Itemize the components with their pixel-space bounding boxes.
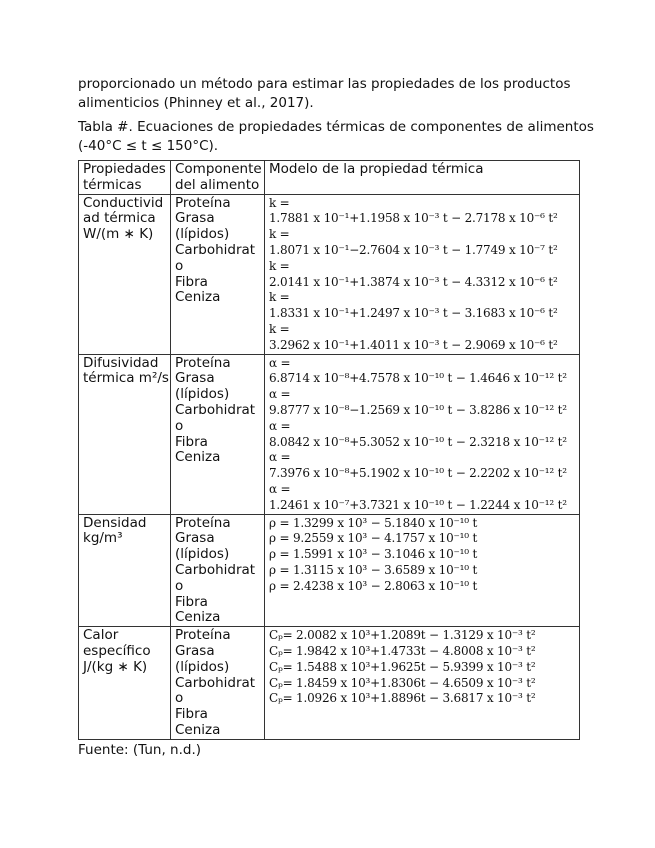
component-cell (171, 354, 265, 514)
header-component (171, 161, 265, 195)
component-line: Proteína (175, 514, 231, 531)
component-line: Fibra (175, 593, 208, 610)
intro-paragraph (78, 75, 578, 113)
property-line: Difusividad (83, 354, 159, 371)
component-line: Proteína (175, 627, 231, 644)
equation-line: 3.2962 x 10⁻¹+1.4011 x 10⁻³ t − 2.9069 x 10⁻⁶ t² (269, 337, 558, 352)
table-row (79, 627, 580, 740)
equation-line: α = (269, 450, 291, 465)
header-line: térmicas (83, 176, 142, 193)
component-line: Carbohidrat (175, 674, 256, 691)
header-property (79, 161, 171, 195)
source-note: Fuente: (Tun, n.d.) (78, 742, 202, 758)
component-line: Ceniza (175, 289, 221, 306)
equation-line: α = (269, 355, 291, 370)
component-line: Grasa (175, 642, 215, 659)
equation-line: k = (269, 290, 290, 305)
intro-line: alimenticios (Phinney et al., 2017). (78, 95, 314, 111)
equation-line: 1.2461 x 10⁻⁷+3.7321 x 10⁻¹⁰ t − 1.2244 x 10⁻¹² t² (269, 497, 567, 512)
equation-line: k = (269, 321, 290, 336)
header-line: Propiedades (83, 161, 166, 177)
component-line: o (175, 417, 184, 434)
equation-line: 1.8331 x 10⁻¹+1.2497 x 10⁻³ t − 3.1683 x 10⁻⁶ t² (269, 306, 558, 321)
equation-line: k = (269, 258, 290, 273)
model-cell (265, 514, 580, 627)
intro-line: proporcionado un método para estimar las propiedades de los productos (78, 76, 571, 92)
equation-line: Cₚ= 2.0082 x 10³+1.2089t − 1.3129 x 10⁻³ t² (269, 628, 536, 643)
property-line: específico (83, 642, 151, 659)
component-line: Grasa (175, 210, 215, 227)
component-cell (171, 627, 265, 740)
component-line: Carbohidrat (175, 561, 256, 578)
caption-line: (-40°C ≤ t ≤ 150°C). (78, 138, 219, 154)
equation-line: ρ = 1.3299 x 10³ − 5.1840 x 10⁻¹⁰ t (269, 515, 478, 530)
component-line: (lípidos) (175, 546, 230, 563)
table-header-row (79, 161, 580, 195)
equation-line: α = (269, 387, 291, 402)
table-caption (78, 118, 594, 156)
equation-line: ρ = 9.2559 x 10³ − 4.1757 x 10⁻¹⁰ t (269, 531, 478, 546)
property-line: J/(kg ∗ K) (83, 658, 148, 675)
header-line: Modelo de la propiedad térmica (269, 161, 484, 177)
equation-line: 1.7881 x 10⁻¹+1.1958 x 10⁻³ t − 2.7178 x 10⁻⁶ t² (269, 211, 558, 226)
component-line: Ceniza (175, 449, 221, 466)
property-cell (79, 194, 171, 354)
equation-line: 1.8071 x 10⁻¹−2.7604 x 10⁻³ t − 1.7749 x 10⁻⁷ t² (269, 242, 558, 257)
property-line: W/(m ∗ K) (83, 226, 154, 243)
equation-line: k = (269, 227, 290, 242)
component-line: Carbohidrat (175, 401, 256, 418)
table-row (79, 514, 580, 627)
equation-line: 7.3976 x 10⁻⁸+5.1902 x 10⁻¹⁰ t − 2.2202 x 10⁻¹² t² (269, 466, 567, 481)
component-line: Fibra (175, 273, 208, 290)
component-line: Fibra (175, 433, 208, 450)
equation-line: ρ = 2.4238 x 10³ − 2.8063 x 10⁻¹⁰ t (269, 578, 478, 593)
equation-line: 2.0141 x 10⁻¹+1.3874 x 10⁻³ t − 4.3312 x 10⁻⁶ t² (269, 274, 558, 289)
component-line: Grasa (175, 530, 215, 547)
property-line: kg/m³ (83, 530, 123, 547)
equation-line: 6.8714 x 10⁻⁸+4.7578 x 10⁻¹⁰ t − 1.4646 x 10⁻¹² t² (269, 371, 567, 386)
model-cell (265, 194, 580, 354)
equation-line: 8.0842 x 10⁻⁸+5.3052 x 10⁻¹⁰ t − 2.3218 x 10⁻¹² t² (269, 434, 567, 449)
equation-line: 9.8777 x 10⁻⁸−1.2569 x 10⁻¹⁰ t − 3.8286 x 10⁻¹² t² (269, 402, 567, 417)
component-cell (171, 194, 265, 354)
component-line: Proteína (175, 354, 231, 371)
component-cell (171, 514, 265, 627)
model-cell (265, 627, 580, 740)
property-line: Calor (83, 627, 119, 644)
equation-line: k = (269, 195, 290, 210)
equation-line: α = (269, 418, 291, 433)
component-line: Fibra (175, 706, 208, 723)
equation-line: Cₚ= 1.8459 x 10³+1.8306t − 4.6509 x 10⁻³ t² (269, 675, 536, 690)
thermal-properties-table (78, 160, 580, 740)
component-line: Ceniza (175, 609, 221, 626)
component-line: Proteína (175, 194, 231, 211)
component-line: o (175, 257, 184, 274)
property-line: ad térmica (83, 210, 156, 227)
equation-line: Cₚ= 1.9842 x 10³+1.4733t − 4.8008 x 10⁻³ t² (269, 643, 536, 658)
equation-line: ρ = 1.3115 x 10³ − 3.6589 x 10⁻¹⁰ t (269, 562, 478, 577)
property-cell (79, 514, 171, 627)
equation-line: Cₚ= 1.5488 x 10³+1.9625t − 5.9399 x 10⁻³ t² (269, 659, 536, 674)
table-row (79, 194, 580, 354)
caption-line: Tabla #. Ecuaciones de propiedades térmicas de componentes de alimentos (78, 119, 594, 135)
component-line: o (175, 690, 184, 707)
table-row (79, 354, 580, 514)
header-model (265, 161, 580, 195)
equation-line: Cₚ= 1.0926 x 10³+1.8896t − 3.6817 x 10⁻³ t² (269, 691, 536, 706)
equation-line: α = (269, 481, 291, 496)
model-cell (265, 354, 580, 514)
property-cell (79, 627, 171, 740)
equation-line: ρ = 1.5991 x 10³ − 3.1046 x 10⁻¹⁰ t (269, 547, 478, 562)
header-line: del alimento (175, 176, 260, 193)
component-line: (lípidos) (175, 658, 230, 675)
property-line: térmica m²/s (83, 370, 169, 387)
header-line: Componente (175, 161, 262, 177)
component-line: o (175, 577, 184, 594)
component-line: (lípidos) (175, 386, 230, 403)
property-line: Conductivid (83, 194, 164, 211)
component-line: Carbohidrat (175, 241, 256, 258)
component-line: (lípidos) (175, 226, 230, 243)
component-line: Grasa (175, 370, 215, 387)
component-line: Ceniza (175, 721, 221, 738)
property-line: Densidad (83, 514, 147, 531)
property-cell (79, 354, 171, 514)
